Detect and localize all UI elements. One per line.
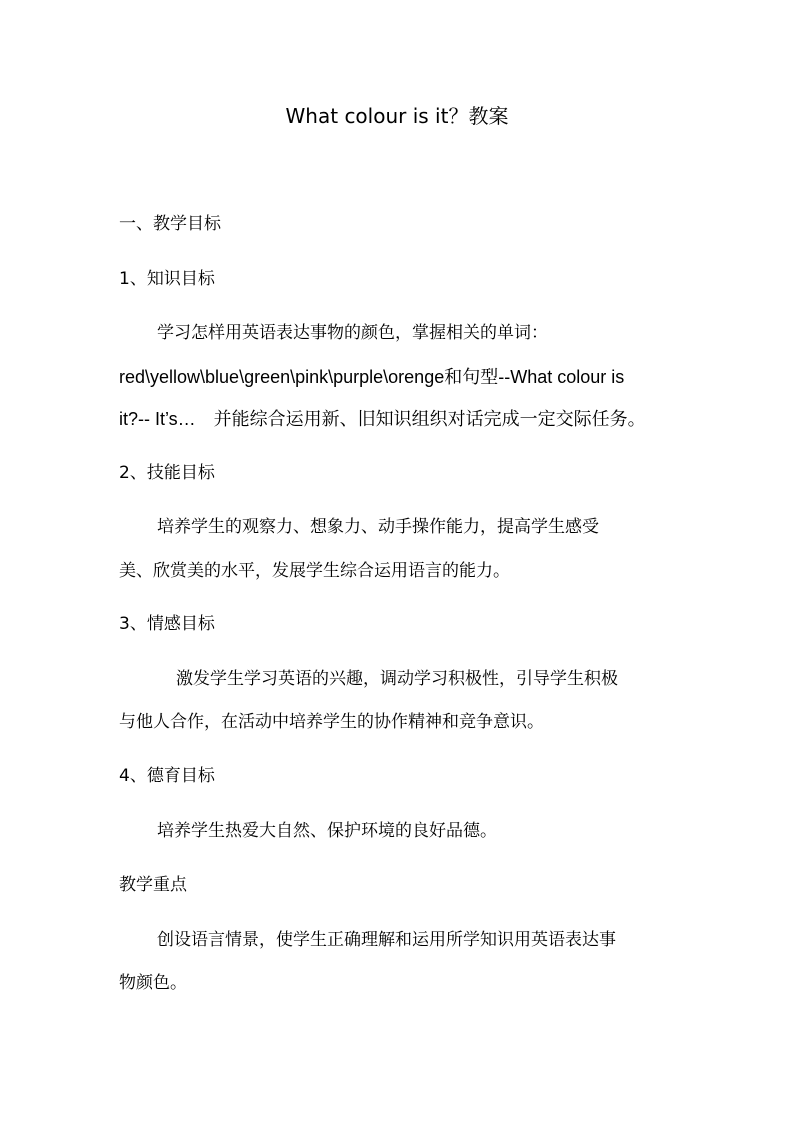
paragraph-knowledge-line-2: red\yellow\blue\green\pink\purple\orenge和句型--What colour is [119,367,625,387]
section-heading-teaching-focus: 教学重点 [119,875,187,895]
paragraph-knowledge-line-1: 学习怎样用英语表达事物的颜色，掌握相关的单词： [157,323,548,343]
section-heading-teaching-goals: 一、教学目标 [119,214,221,234]
paragraph-focus-line-2: 物颜色。 [119,973,187,993]
paragraph-moral-line-1: 培养学生热爱大自然、保护环境的良好品德。 [157,821,497,841]
subheading-emotion-goals: 3、情感目标 [119,614,215,634]
document-title: What colour is it？教案 [285,104,509,128]
paragraph-focus-line-1: 创设语言情景，使学生正确理解和运用所学知识用英语表达事 [157,930,616,950]
paragraph-skill-line-1: 培养学生的观察力、想象力、动手操作能力，提高学生感受 [157,517,599,537]
paragraph-skill-line-2: 美、欣赏美的水平，发展学生综合运用语言的能力。 [119,561,510,581]
paragraph-knowledge-line-3: it?-- It’s… 并能综合运用新、旧知识组织对话完成一定交际任务。 [119,409,646,429]
subheading-skill-goals: 2、技能目标 [119,463,215,483]
paragraph-emotion-line-1: 激发学生学习英语的兴趣，调动学习积极性，引导学生积极 [176,669,618,689]
subheading-moral-goals: 4、德育目标 [119,766,215,786]
subheading-knowledge-goals: 1、知识目标 [119,269,215,289]
paragraph-emotion-line-2: 与他人合作，在活动中培养学生的协作精神和竞争意识。 [119,712,544,732]
